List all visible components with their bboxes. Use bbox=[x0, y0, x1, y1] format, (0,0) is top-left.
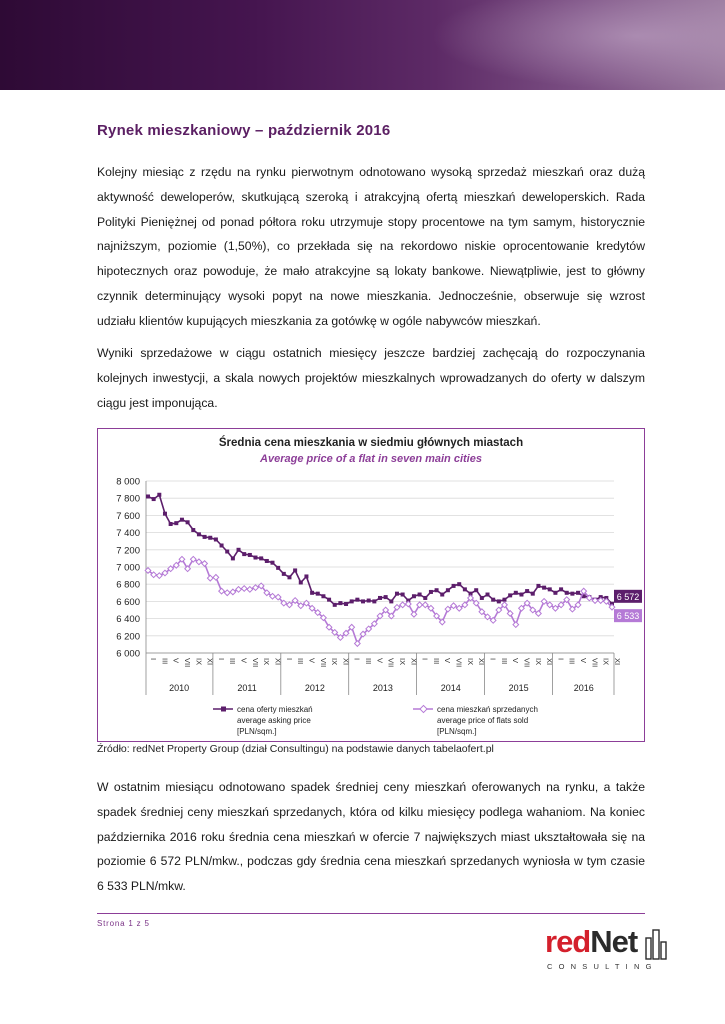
paragraph-price-summary: W ostatnim miesiącu odnotowano spadek średniej ceny mieszkań oferowanych na rynku, a także spadek średniej ceny mieszkań sprzedanych, która od kilku miesięcy podlega wahaniom. Na koniec października 2016 roku średnia cena mieszkań w ofercie 7 największych miast ukształtowała się na poziomie 6 572 PLN/mkw., podczas gdy średnia cena mieszkań sprzedanych wyniosła w tym czasie 6 533 PLN/mkw. bbox=[97, 780, 645, 894]
asking-price-point bbox=[270, 561, 274, 565]
x-month-label: IX bbox=[194, 658, 204, 666]
asking-price-point bbox=[152, 497, 156, 501]
asking-price-point bbox=[429, 590, 433, 594]
sold-price-point bbox=[213, 574, 219, 580]
x-month-label: I bbox=[352, 658, 362, 661]
asking-price-point bbox=[378, 596, 382, 600]
sold-price-point bbox=[219, 588, 225, 594]
x-month-label: I bbox=[216, 658, 226, 661]
asking-price-point bbox=[570, 592, 574, 596]
x-month-label: V bbox=[375, 658, 385, 664]
asking-price-point bbox=[508, 593, 512, 597]
legend-label: average price of flats sold bbox=[437, 716, 529, 725]
price-chart bbox=[97, 428, 645, 742]
x-month-label: XI bbox=[409, 658, 419, 666]
sold-price-point bbox=[247, 587, 253, 593]
asking-price-point bbox=[559, 587, 563, 591]
logo-net-part: Net bbox=[590, 924, 638, 959]
logo-subtitle: CONSULTING bbox=[547, 962, 658, 971]
sold-price-point bbox=[207, 575, 213, 581]
asking-price-point bbox=[548, 587, 552, 591]
asking-end-label: 6 572 bbox=[616, 591, 640, 602]
x-month-label: VII bbox=[250, 658, 260, 668]
x-month-label: III bbox=[160, 658, 170, 665]
asking-price-point bbox=[146, 494, 150, 498]
asking-price-point bbox=[480, 596, 484, 600]
x-month-label: III bbox=[499, 658, 509, 665]
paragraph-market-intro: Kolejny miesiąc z rzędu na rynku pierwotnym odnotowano wysoką sprzedaż mieszkań oraz dużą aktywność deweloperów, skutkującą szeroką i atrakcyjną ofertą mieszkań deweloperskich. Rada Polityki Pieniężnej od ponad półtora roku utrzymuje stopy procentowe na tym samym, historycznie najniższym, poziomie (1,50%), co przekłada się na rekordowo niskie oprocentowanie kredytów hipotecznych oraz powoduje, że mało atrakcyjne są lokaty bankowe. Niewątpliwie, jest to główny czynnik determinujący wysoki popyt na nowe mieszkania. Jednocześnie, obserwuje się wzrost udziału klientów kupujących mieszkania za gotówkę w ogóle nabywców mieszkań. bbox=[97, 165, 645, 328]
asking-price-point bbox=[157, 493, 161, 497]
asking-price-point bbox=[208, 536, 212, 540]
asking-price-point bbox=[237, 548, 241, 552]
sold-price-point bbox=[196, 559, 202, 565]
chart-title: Średnia cena mieszkania w siedmiu głównych miastach bbox=[218, 437, 524, 449]
chart-source: Źródło: redNet Property Group (dział Consultingu) na podstawie danych tabelaofert.pl bbox=[97, 743, 494, 755]
x-month-label: III bbox=[364, 658, 374, 665]
asking-price-point bbox=[310, 591, 314, 595]
x-month-label: I bbox=[556, 658, 566, 661]
asking-price-point bbox=[457, 582, 461, 586]
asking-price-point bbox=[435, 588, 439, 592]
legend-label: cena oferty mieszkań bbox=[237, 705, 313, 714]
x-month-label: I bbox=[488, 658, 498, 661]
sold-price-point bbox=[513, 622, 519, 628]
chart-canvas bbox=[98, 429, 644, 741]
asking-price-point bbox=[486, 593, 490, 597]
asking-price-point bbox=[333, 603, 337, 607]
sold-price-point bbox=[230, 589, 236, 595]
x-month-label: XI bbox=[613, 658, 622, 666]
asking-price-point bbox=[565, 591, 569, 595]
asking-price-point bbox=[344, 602, 348, 606]
asking-price-point bbox=[316, 592, 320, 596]
y-tick-label: 6 400 bbox=[116, 614, 140, 626]
x-month-label: IX bbox=[262, 658, 272, 666]
x-month-label: V bbox=[511, 658, 521, 664]
asking-price-point bbox=[350, 599, 354, 603]
asking-price-point bbox=[265, 559, 269, 563]
asking-price-point bbox=[452, 584, 456, 588]
page-number: Strona 1 z 5 bbox=[97, 919, 150, 928]
asking-price-point bbox=[384, 595, 388, 599]
x-year-label: 2010 bbox=[169, 683, 190, 693]
asking-price-point bbox=[412, 594, 416, 598]
y-tick-label: 6 200 bbox=[116, 631, 140, 643]
asking-price-point bbox=[214, 537, 218, 541]
x-month-label: I bbox=[284, 658, 294, 661]
y-tick-label: 7 400 bbox=[116, 528, 140, 540]
asking-price-point bbox=[423, 596, 427, 600]
asking-price-point bbox=[372, 599, 376, 603]
asking-price-point bbox=[203, 535, 207, 539]
logo-wordmark bbox=[545, 922, 637, 962]
x-month-label: IX bbox=[330, 658, 340, 666]
asking-price-point bbox=[293, 568, 297, 572]
asking-price-point bbox=[180, 518, 184, 522]
asking-price-point bbox=[401, 593, 405, 597]
asking-price-point bbox=[282, 572, 286, 576]
asking-price-point bbox=[327, 598, 331, 602]
asking-price-point bbox=[248, 553, 252, 557]
x-month-label: V bbox=[307, 658, 317, 664]
x-month-label: IX bbox=[533, 658, 543, 666]
asking-price-point bbox=[242, 552, 246, 556]
asking-price-point bbox=[191, 528, 195, 532]
logo-building-icon bbox=[645, 928, 667, 960]
y-tick-label: 7 200 bbox=[116, 545, 140, 557]
y-tick-label: 6 800 bbox=[116, 579, 140, 591]
asking-price-point bbox=[197, 532, 201, 536]
asking-price-point bbox=[418, 593, 422, 597]
sold-price-point bbox=[400, 602, 406, 608]
x-year-label: 2015 bbox=[508, 683, 529, 693]
sold-price-point bbox=[224, 590, 230, 596]
x-month-label: VII bbox=[590, 658, 600, 668]
x-month-label: III bbox=[431, 658, 441, 665]
legend-label: [PLN/sqm.] bbox=[437, 727, 477, 736]
footer-divider bbox=[97, 913, 645, 914]
asking-price-point bbox=[525, 589, 529, 593]
page-title: Rynek mieszkaniowy – październik 2016 bbox=[97, 122, 391, 139]
x-year-label: 2011 bbox=[237, 683, 257, 693]
legend-marker bbox=[420, 705, 427, 712]
x-month-label: VII bbox=[454, 658, 464, 668]
asking-price-point bbox=[553, 591, 557, 595]
x-month-label: XI bbox=[205, 658, 215, 666]
asking-price-point bbox=[299, 580, 303, 584]
asking-price-point bbox=[225, 550, 229, 554]
x-month-label: XI bbox=[477, 658, 487, 666]
sold-price-point bbox=[253, 585, 259, 591]
rednet-logo bbox=[545, 922, 665, 982]
legend-label: cena mieszkań sprzedanych bbox=[437, 705, 538, 714]
y-tick-label: 6 600 bbox=[116, 596, 140, 608]
asking-price-point bbox=[519, 593, 523, 597]
asking-price-point bbox=[220, 544, 224, 548]
x-month-label: III bbox=[567, 658, 577, 665]
asking-price-point bbox=[514, 591, 518, 595]
logo-red-part: red bbox=[545, 924, 591, 959]
asking-price-point bbox=[287, 575, 291, 579]
x-month-label: XI bbox=[341, 658, 351, 666]
x-month-label: VII bbox=[386, 658, 396, 668]
asking-price-point bbox=[338, 601, 342, 605]
asking-price-point bbox=[304, 574, 308, 578]
x-month-label: IX bbox=[465, 658, 475, 666]
y-tick-label: 8 000 bbox=[116, 476, 140, 488]
x-year-label: 2014 bbox=[440, 683, 461, 693]
x-month-label: III bbox=[228, 658, 238, 665]
x-month-label: I bbox=[149, 658, 158, 661]
asking-price-point bbox=[231, 556, 235, 560]
x-month-label: I bbox=[420, 658, 430, 661]
sold-price-point bbox=[236, 587, 242, 593]
asking-price-point bbox=[169, 522, 173, 526]
asking-price-point bbox=[321, 594, 325, 598]
x-month-label: V bbox=[579, 658, 589, 664]
x-month-label: V bbox=[443, 658, 453, 664]
x-year-label: 2013 bbox=[372, 683, 393, 693]
x-month-label: IX bbox=[601, 658, 611, 666]
chart-subtitle: Average price of a flat in seven main cities bbox=[260, 453, 482, 465]
x-month-label: V bbox=[171, 658, 181, 664]
legend-label: average asking price bbox=[237, 716, 311, 725]
asking-price-point bbox=[186, 520, 190, 524]
x-year-label: 2016 bbox=[573, 683, 594, 693]
sold-price-point bbox=[241, 586, 247, 592]
x-month-label: III bbox=[296, 658, 306, 665]
sold-end-label: 6 533 bbox=[616, 611, 640, 622]
asking-price-point bbox=[440, 593, 444, 597]
asking-price-point bbox=[446, 588, 450, 592]
sold-price-point bbox=[156, 573, 162, 579]
y-tick-label: 6 000 bbox=[116, 648, 140, 660]
asking-price-point bbox=[389, 599, 393, 603]
asking-price-point bbox=[395, 592, 399, 596]
sold-price-point bbox=[202, 561, 208, 567]
x-month-label: VII bbox=[318, 658, 328, 668]
asking-price-point bbox=[502, 598, 506, 602]
header-banner bbox=[0, 0, 725, 90]
asking-price-point bbox=[531, 592, 535, 596]
y-tick-label: 7 800 bbox=[116, 493, 140, 505]
paragraph-sales-results: Wyniki sprzedażowe w ciągu ostatnich miesięcy jeszcze bardziej zachęcają do rozpoczynania kolejnych inwestycji, a skala nowych projektów mieszkalnych wprowadzanych do oferty w dalszym ciągu jest imponująca. bbox=[97, 346, 645, 410]
legend-label: [PLN/sqm.] bbox=[237, 727, 277, 736]
asking-price-point bbox=[497, 599, 501, 603]
x-month-label: XI bbox=[273, 658, 283, 666]
y-tick-label: 7 000 bbox=[116, 562, 140, 574]
asking-price-point bbox=[576, 591, 580, 595]
x-month-label: XI bbox=[545, 658, 555, 666]
legend-marker bbox=[221, 707, 226, 712]
asking-price-point bbox=[542, 586, 546, 590]
asking-price-point bbox=[361, 599, 365, 603]
asking-price-point bbox=[367, 599, 371, 603]
x-month-label: IX bbox=[397, 658, 407, 666]
asking-price-point bbox=[276, 566, 280, 570]
x-month-label: V bbox=[239, 658, 249, 664]
x-month-label: VII bbox=[522, 658, 532, 668]
asking-price-point bbox=[491, 598, 495, 602]
asking-price-point bbox=[163, 512, 167, 516]
asking-price-point bbox=[254, 556, 258, 560]
header-banner-glow bbox=[430, 0, 725, 90]
asking-price-point bbox=[174, 521, 178, 525]
asking-price-point bbox=[259, 556, 263, 560]
x-year-label: 2012 bbox=[304, 683, 325, 693]
x-month-label: VII bbox=[182, 658, 192, 668]
asking-price-point bbox=[463, 587, 467, 591]
asking-price-point bbox=[355, 598, 359, 602]
asking-price-point bbox=[474, 588, 478, 592]
asking-price-point bbox=[536, 584, 540, 588]
y-tick-label: 7 600 bbox=[116, 510, 140, 522]
